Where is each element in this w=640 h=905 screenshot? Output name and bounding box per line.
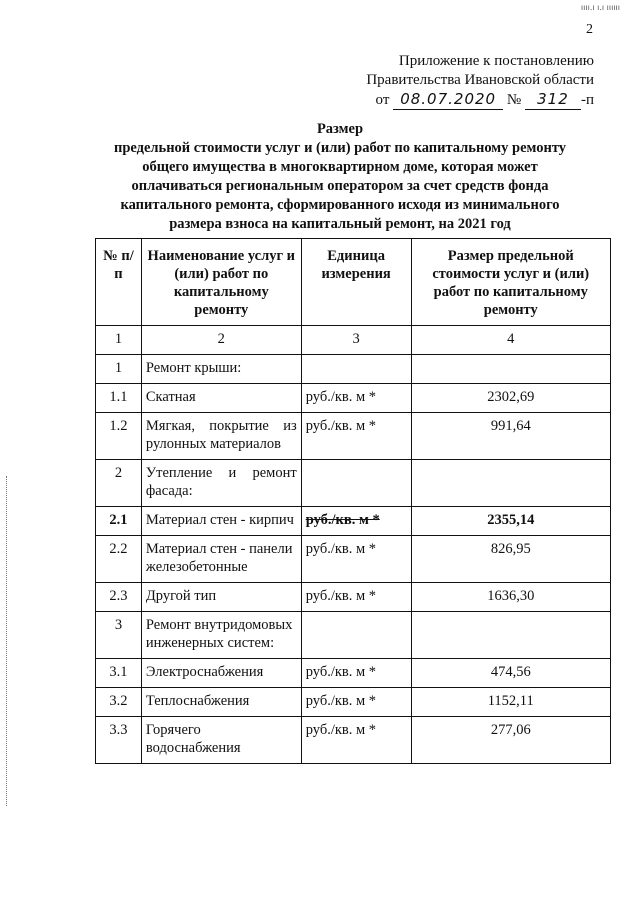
table-row bbox=[96, 355, 611, 384]
row-unit: руб./кв. м * bbox=[301, 717, 411, 764]
appendix-from: от bbox=[375, 92, 390, 108]
header-number: № п/п bbox=[96, 239, 142, 326]
document-title bbox=[70, 120, 610, 234]
row-value: 826,95 bbox=[411, 536, 610, 583]
row-value bbox=[411, 460, 610, 507]
table-row bbox=[96, 384, 611, 413]
row-unit bbox=[301, 355, 411, 384]
row-num: 2.2 bbox=[96, 536, 142, 583]
col-number-2: 2 bbox=[141, 326, 301, 355]
title-line-6: размера взноса на капитальный ремонт, на 2021 год bbox=[169, 216, 511, 232]
row-value: 2302,69 bbox=[411, 384, 610, 413]
table-row bbox=[96, 536, 611, 583]
row-value bbox=[411, 612, 610, 659]
row-value: 1152,11 bbox=[411, 688, 610, 717]
table-row bbox=[96, 413, 611, 460]
row-name: Ремонт крыши: bbox=[141, 355, 301, 384]
appendix-line-1: Приложение к постановлению bbox=[398, 53, 594, 69]
header-value: Размер предельной стоимости услуг и (или) работ по капитальному ремонту bbox=[411, 239, 610, 326]
col-number-4: 4 bbox=[411, 326, 610, 355]
row-value: 1636,30 bbox=[411, 583, 610, 612]
table-row bbox=[96, 688, 611, 717]
table-row bbox=[96, 659, 611, 688]
cost-table bbox=[95, 238, 611, 764]
row-name: Скатная bbox=[141, 384, 301, 413]
title-line-5: капитального ремонта, сформированного исходя из минимального bbox=[120, 197, 560, 213]
row-unit: руб./кв. м * bbox=[301, 413, 411, 460]
table-column-numbers-row bbox=[96, 326, 611, 355]
row-num: 3.2 bbox=[96, 688, 142, 717]
margin-scan-line bbox=[6, 476, 8, 806]
title-line-1: Размер bbox=[316, 121, 364, 137]
row-name: Материал стен - кирпич bbox=[141, 507, 301, 536]
appendix-line-2: Правительства Ивановской области bbox=[366, 72, 594, 88]
row-unit: руб./кв. м * bbox=[301, 384, 411, 413]
row-name: Теплоснабжения bbox=[141, 688, 301, 717]
row-name: Электроснабжения bbox=[141, 659, 301, 688]
row-name: Мягкая, покрытие из рулонных материалов bbox=[141, 413, 301, 460]
row-value: 2355,14 bbox=[411, 507, 610, 536]
row-value: 991,64 bbox=[411, 413, 610, 460]
table-row bbox=[96, 460, 611, 507]
col-number-3: 3 bbox=[301, 326, 411, 355]
table-header-row bbox=[96, 239, 611, 326]
row-value: 474,56 bbox=[411, 659, 610, 688]
row-name: Утепление и ремонт фасада: bbox=[141, 460, 301, 507]
row-num: 3.3 bbox=[96, 717, 142, 764]
header-unit: Единица измерения bbox=[301, 239, 411, 326]
appendix-number: 312 bbox=[525, 90, 581, 110]
row-name: Другой тип bbox=[141, 583, 301, 612]
appendix-number-sign: № bbox=[506, 92, 522, 108]
row-num: 3 bbox=[96, 612, 142, 659]
row-unit: руб./кв. м * bbox=[301, 659, 411, 688]
row-num: 1.1 bbox=[96, 384, 142, 413]
row-num: 2 bbox=[96, 460, 142, 507]
table-row bbox=[96, 717, 611, 764]
appendix-block bbox=[366, 52, 594, 110]
scan-corner-mark: ıııı.ı ı.ı ıııııı bbox=[580, 3, 620, 12]
title-line-4: оплачиваться региональным оператором за счет средств фонда bbox=[131, 178, 549, 194]
row-num: 2.3 bbox=[96, 583, 142, 612]
row-num: 1.2 bbox=[96, 413, 142, 460]
appendix-date-line bbox=[366, 90, 594, 110]
header-name: Наименование услуг и (или) работ по капитальному ремонту bbox=[141, 239, 301, 326]
title-line-3: общего имущества в многоквартирном доме, которая может bbox=[142, 159, 538, 175]
title-line-2: предельной стоимости услуг и (или) работ по капитальному ремонту bbox=[113, 140, 567, 156]
row-name: Материал стен - панели железобетонные bbox=[141, 536, 301, 583]
row-name: Ремонт внутридомовых инженерных систем: bbox=[141, 612, 301, 659]
row-value: 277,06 bbox=[411, 717, 610, 764]
page-number: 2 bbox=[586, 22, 593, 37]
row-unit bbox=[301, 460, 411, 507]
row-unit bbox=[301, 612, 411, 659]
row-name: Горячего водоснабжения bbox=[141, 717, 301, 764]
col-number-1: 1 bbox=[96, 326, 142, 355]
table-row bbox=[96, 612, 611, 659]
row-unit: руб./кв. м * bbox=[301, 688, 411, 717]
row-num: 1 bbox=[96, 355, 142, 384]
table-row bbox=[96, 583, 611, 612]
appendix-suffix: -п bbox=[580, 92, 594, 108]
row-num: 2.1 bbox=[96, 507, 142, 536]
table-row bbox=[96, 507, 611, 536]
row-value bbox=[411, 355, 610, 384]
row-num: 3.1 bbox=[96, 659, 142, 688]
row-unit: руб./кв. м * bbox=[301, 583, 411, 612]
row-unit: руб./кв. м * bbox=[301, 536, 411, 583]
appendix-date: 08.07.2020 bbox=[393, 90, 503, 110]
row-unit: руб./кв. м * bbox=[301, 507, 411, 536]
